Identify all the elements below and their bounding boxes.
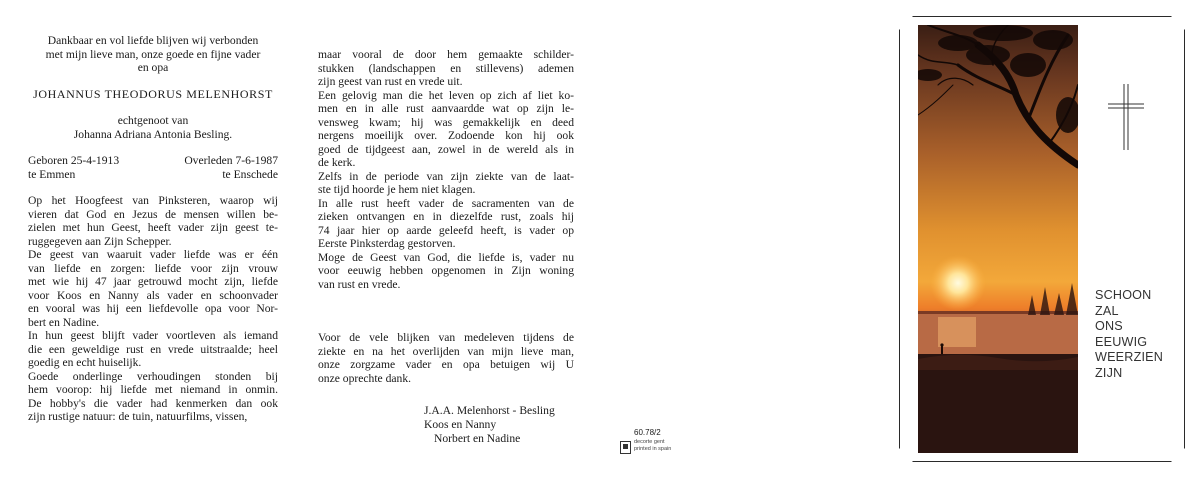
text-line: Op het Hoogfeest van Pinksteren, waarop wij	[28, 194, 278, 207]
text-line: maar vooral de door hem gemaakte schilder-	[318, 48, 574, 61]
text-line: De geest van waaruit vader liefde was er één	[28, 248, 278, 261]
verse-line: WEERZIEN	[1095, 350, 1164, 364]
text-line: zielen met hun Geest, heeft vader zijn geest te-	[28, 221, 278, 234]
middle-body-text	[318, 48, 574, 291]
text-line: zijn rustige natuur: de tuin, natuurfilms, vissen,	[28, 410, 248, 423]
signature-line: Koos en Nanny	[424, 418, 497, 431]
text-line: Voor de vele blijken van medeleven tijdens de	[318, 331, 574, 344]
sunset-photo	[918, 25, 1078, 453]
signature-line: J.A.A. Melenhorst - Besling	[424, 404, 555, 417]
text-line: Goede onderlinge verhoudingen stonden bij	[28, 369, 278, 383]
text-line: Moge de Geest van God, die liefde is, vader nu	[318, 250, 574, 264]
text-line: Een gelovig man die het leven op zich af liet ko-	[318, 88, 574, 102]
text-line: vensweg kwam; hij was gemakkelijk en deed	[318, 115, 574, 129]
text-line: bert en Nadine.	[28, 315, 100, 329]
signature-line: Norbert en Nadine	[434, 432, 521, 445]
places-row	[28, 168, 278, 182]
text-line: die een geweldige rust en vrede uitstraalde; heel	[28, 342, 278, 356]
text-line: onze oprechte dank.	[318, 371, 412, 385]
text-line: voor eeuwig hebben opgenomen in Zijn woning	[318, 264, 574, 277]
text-line: van liefde en zorgen: liefde voor zijn vrouw	[28, 261, 278, 275]
text-line: zijn geest van rust en vrede uit.	[318, 75, 463, 88]
verse-text	[1095, 288, 1163, 381]
intro-text	[28, 34, 278, 75]
text-line: men en in alle rust aanvaardde wat op zijn le-	[318, 102, 574, 115]
text-line: hem voorop: hij liefde met niemand in onmin.	[28, 383, 278, 396]
dates-row	[28, 154, 278, 168]
verse-line: ONS	[1095, 319, 1123, 333]
signature-block	[424, 404, 555, 446]
left-text-column	[28, 34, 278, 424]
text-line: goedig en echt huiselijk.	[28, 356, 142, 369]
printer-info	[634, 439, 671, 452]
intro-line: met mijn lieve man, onze goede en fijne vader	[45, 47, 261, 61]
intro-line: Dankbaar en vol liefde blijven wij verbonden	[47, 34, 259, 47]
text-line: ruggegeven aan Zijn Schepper.	[28, 234, 172, 248]
spouse-line: echtgenoot van	[117, 114, 189, 127]
spouse-text	[28, 114, 278, 141]
verse-line: EEUWIG	[1095, 334, 1148, 349]
text-line: ste tijd hoorde je hem niet klagen.	[318, 183, 476, 196]
text-line: 74 jaar hier op aarde geleefd heeft, is vader op	[318, 223, 574, 237]
printer-line: decorte gent	[634, 439, 665, 445]
text-line: met wie hij 47 jaar getrouwd mocht zijn, liefde	[28, 275, 278, 288]
text-line: Eerste Pinksterdag gestorven.	[318, 237, 456, 250]
left-body-text	[28, 194, 278, 424]
text-line: De hobby's die vader had kenmerken dan ook	[28, 396, 278, 410]
text-line: stukken (landschappen en stillevens) ademen	[318, 61, 574, 75]
text-line: In alle rust heeft vader de sacramenten van de	[318, 196, 574, 210]
born-place: te Emmen	[28, 167, 76, 181]
verse-line: SCHOON	[1095, 288, 1152, 302]
intro-line: en opa	[137, 61, 169, 74]
text-line: In hun geest blijft vader voortleven als iemand	[28, 329, 278, 342]
died-place: te Enschede	[222, 167, 278, 181]
spouse-line: Johanna Adriana Antonia Besling.	[73, 127, 233, 141]
printer-line: printed in spain	[634, 445, 672, 452]
born-date: Geboren 25-4-1913	[28, 154, 120, 167]
text-line: Zelfs in de periode van zijn ziekte van de laat-	[318, 169, 574, 183]
text-line: goed de tijdgeest aan, zowel in de wereld als in	[318, 142, 574, 156]
cross-icon	[1108, 84, 1144, 150]
print-code: 60.78/2	[634, 428, 661, 437]
text-line: van rust en vrede.	[318, 277, 401, 291]
text-line: de kerk.	[318, 156, 356, 169]
deceased-name: JOHANNUS THEODORUS MELENHORST	[33, 86, 273, 101]
text-line: voor Koos en Nanny als vader en schoonvader	[28, 288, 278, 302]
text-line: en vooral was hij een liefdevolle opa voor Nor-	[28, 302, 278, 315]
printer-logo-icon	[620, 441, 631, 454]
verse-line: ZIJN	[1095, 365, 1123, 380]
middle-text-column	[318, 48, 574, 385]
text-line: zieken ontvangen en in diezelfde rust, zoals hij	[318, 210, 574, 223]
text-line: ziekte en na het overlijden van mijn lieve man,	[318, 344, 574, 358]
verse-line: ZAL	[1095, 303, 1119, 318]
text-line: onze zorgzame vader en opa betuigen wij U	[318, 358, 574, 371]
text-line: vieren dat God en Jezus de mensen willen be-	[28, 207, 278, 221]
died-date: Overleden 7-6-1987	[184, 154, 278, 167]
thanks-text	[318, 331, 574, 385]
text-line: nergens moeilijk over. Zodoende kon hij ook	[318, 129, 574, 142]
